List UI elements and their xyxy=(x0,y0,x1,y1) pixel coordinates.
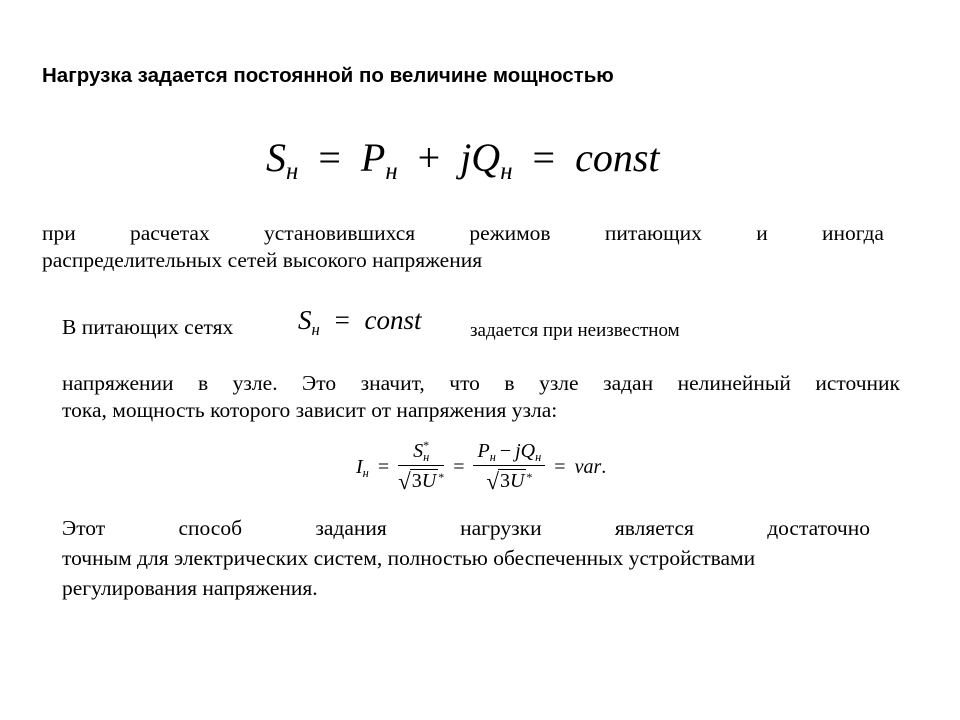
cf-eq2: = xyxy=(453,456,465,478)
cf-fraction-2-den: √ 3U * xyxy=(486,469,533,494)
paragraph-2-tail: задается при неизвестном xyxy=(470,320,680,341)
p4-word: Этот xyxy=(62,516,106,540)
paragraph-4 xyxy=(62,515,920,602)
main-formula xyxy=(266,134,660,186)
p1-word: и xyxy=(756,221,768,245)
p1-word: питающих xyxy=(604,221,702,245)
cf-dot: . xyxy=(601,456,607,478)
cf-var: var xyxy=(574,456,602,478)
formula-p: P xyxy=(360,135,386,180)
cf-eq1: = xyxy=(377,456,390,478)
paragraph-2-lead: В питающих сетях xyxy=(62,315,234,339)
p4-word: задания xyxy=(315,516,387,540)
small-formula-s: S xyxy=(298,305,312,335)
paragraph-4-line-2: точным для электрических систем, полностью обеспеченных устройствами xyxy=(62,546,756,570)
cf-fraction-2 xyxy=(473,440,545,495)
paragraph-4-line-1 xyxy=(62,515,870,542)
formula-q-sub: н xyxy=(500,158,513,186)
formula-plus: + xyxy=(417,135,441,180)
paragraph-1 xyxy=(42,220,884,274)
p4-word: нагрузки xyxy=(460,516,542,540)
paragraph-3 xyxy=(62,370,900,424)
p1-word: при xyxy=(42,221,76,245)
paragraph-3-line-1: напряжении в узле. Это значит, что в узле задан нелинейный источник xyxy=(62,371,900,395)
p4-word: способ xyxy=(178,516,243,540)
formula-p-sub: н xyxy=(385,158,398,186)
formula-eq2: = xyxy=(532,135,556,180)
formula-jq: jQ xyxy=(460,135,501,180)
small-formula-const: const xyxy=(364,305,422,335)
cf-fraction-1-den: √ 3U * xyxy=(398,469,445,494)
p4-word: является xyxy=(614,516,694,540)
cf-fraction-1-num: $S^*_н$ xyxy=(413,437,430,465)
p1-word: расчетах xyxy=(130,221,210,245)
paragraph-4-line-3: регулирования напряжения. xyxy=(62,576,318,600)
p1-word: режимов xyxy=(469,221,551,245)
formula-s-sub: н xyxy=(286,158,299,186)
small-formula-eq: = xyxy=(334,305,350,335)
formula-eq1: = xyxy=(318,135,341,180)
small-formula-s-sub: н xyxy=(311,319,320,339)
small-formula xyxy=(298,305,422,339)
paragraph-1-line-1 xyxy=(42,220,884,247)
formula-s: S xyxy=(266,135,286,180)
formula-const: const xyxy=(575,135,660,180)
slide-title: Нагрузка задается постоянной по величине мощностью xyxy=(42,64,614,87)
paragraph-1-line-2: распределительных сетей высокого напряжения xyxy=(42,248,483,272)
p1-word: установившихся xyxy=(263,221,416,245)
paragraph-3-line-2: тока, мощность которого зависит от напряжения узла: xyxy=(62,398,558,422)
current-formula xyxy=(356,437,607,495)
cf-eq3: = xyxy=(554,456,566,478)
cf-fraction-1 xyxy=(398,437,445,495)
cf-fraction-2-num: $P_н - jQ_н$ xyxy=(477,440,542,465)
cf-i: $I_н$ xyxy=(356,456,369,481)
p1-word: иногда xyxy=(821,221,884,245)
p4-word: достаточно xyxy=(767,516,870,540)
